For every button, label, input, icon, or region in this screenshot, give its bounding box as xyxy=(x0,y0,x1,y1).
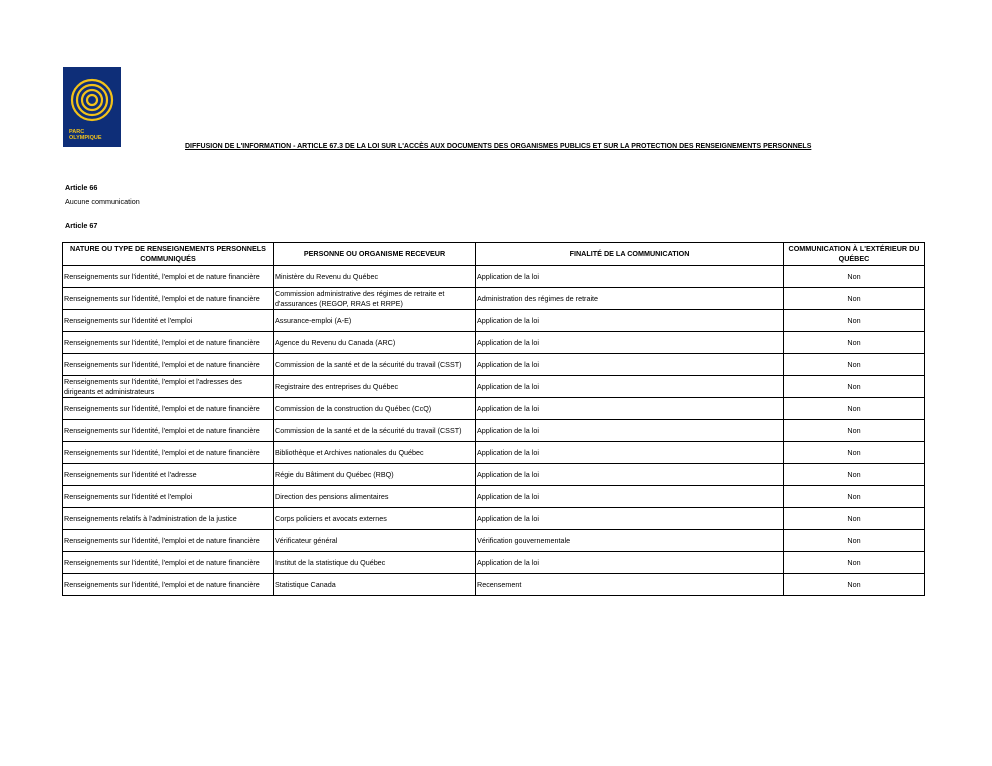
cell-outside-quebec: Non xyxy=(784,442,925,464)
cell-receiver: Vérificateur général xyxy=(274,530,476,552)
cell-receiver: Statistique Canada xyxy=(274,574,476,596)
communications-table xyxy=(62,242,925,596)
cell-nature: Renseignements sur l'identité, l'emploi et de nature financière xyxy=(63,354,274,376)
header-receiver: PERSONNE OU ORGANISME RECEVEUR xyxy=(274,243,476,266)
cell-receiver: Commission administrative des régimes de retraite et d'assurances (REGOP, RRAS et RRPE) xyxy=(274,288,476,310)
cell-purpose: Application de la loi xyxy=(476,310,784,332)
cell-nature: Renseignements sur l'identité et l'adresse xyxy=(63,464,274,486)
cell-purpose: Recensement xyxy=(476,574,784,596)
cell-outside-quebec: Non xyxy=(784,354,925,376)
cell-receiver: Régie du Bâtiment du Québec (RBQ) xyxy=(274,464,476,486)
cell-nature: Renseignements sur l'identité et l'emploi xyxy=(63,486,274,508)
cell-receiver: Registraire des entreprises du Québec xyxy=(274,376,476,398)
cell-outside-quebec: Non xyxy=(784,486,925,508)
cell-nature: Renseignements sur l'identité, l'emploi et de nature financière xyxy=(63,288,274,310)
article-66-text: Aucune communication xyxy=(65,197,140,206)
cell-receiver: Institut de la statistique du Québec xyxy=(274,552,476,574)
cell-nature: Renseignements sur l'identité, l'emploi et de nature financière xyxy=(63,398,274,420)
header-nature: NATURE OU TYPE DE RENSEIGNEMENTS PERSONNELS COMMUNIQUÉS xyxy=(63,243,274,266)
table-row xyxy=(63,464,925,486)
cell-purpose: Application de la loi xyxy=(476,486,784,508)
cell-purpose: Application de la loi xyxy=(476,354,784,376)
cell-nature: Renseignements sur l'identité, l'emploi et de nature financière xyxy=(63,442,274,464)
table-header-row xyxy=(63,243,925,266)
table-row xyxy=(63,442,925,464)
parc-olympique-logo xyxy=(63,67,121,147)
cell-outside-quebec: Non xyxy=(784,508,925,530)
cell-outside-quebec: Non xyxy=(784,574,925,596)
cell-receiver: Commission de la construction du Québec (CcQ) xyxy=(274,398,476,420)
table-row xyxy=(63,530,925,552)
cell-purpose: Application de la loi xyxy=(476,442,784,464)
table-row xyxy=(63,376,925,398)
table-row xyxy=(63,552,925,574)
cell-purpose: Application de la loi xyxy=(476,398,784,420)
cell-purpose: Application de la loi xyxy=(476,508,784,530)
cell-nature: Renseignements sur l'identité, l'emploi et de nature financière xyxy=(63,332,274,354)
table-row xyxy=(63,288,925,310)
cell-outside-quebec: Non xyxy=(784,464,925,486)
cell-outside-quebec: Non xyxy=(784,420,925,442)
document-title: DIFFUSION DE L'INFORMATION - ARTICLE 67.3 DE LA LOI SUR L'ACCÈS AUX DOCUMENTS DES ORGANISMES PUBLICS ET SUR LA PROTECTION DES RENSEIGNEMENTS PERSONNELS xyxy=(185,143,812,150)
table-row xyxy=(63,398,925,420)
table-body xyxy=(63,266,925,596)
table-row xyxy=(63,420,925,442)
cell-receiver: Commission de la santé et de la sécurité du travail (CSST) xyxy=(274,354,476,376)
header-outside-quebec: COMMUNICATION À L'EXTÉRIEUR DU QUÉBEC xyxy=(784,243,925,266)
cell-nature: Renseignements sur l'identité, l'emploi et de nature financière xyxy=(63,266,274,288)
article-66-heading: Article 66 xyxy=(65,183,98,192)
table-row xyxy=(63,486,925,508)
cell-nature: Renseignements sur l'identité, l'emploi et l'adresses des dirigeants et administrateurs xyxy=(63,376,274,398)
cell-outside-quebec: Non xyxy=(784,530,925,552)
table-row xyxy=(63,310,925,332)
cell-receiver: Direction des pensions alimentaires xyxy=(274,486,476,508)
table-row xyxy=(63,508,925,530)
header-purpose: FINALITÉ DE LA COMMUNICATION xyxy=(476,243,784,266)
cell-receiver: Commission de la santé et de la sécurité du travail (CSST) xyxy=(274,420,476,442)
cell-nature: Renseignements sur l'identité et l'emploi xyxy=(63,310,274,332)
cell-receiver: Bibliothèque et Archives nationales du Québec xyxy=(274,442,476,464)
cell-receiver: Assurance-emploi (A-E) xyxy=(274,310,476,332)
cell-purpose: Application de la loi xyxy=(476,420,784,442)
cell-outside-quebec: Non xyxy=(784,266,925,288)
logo-line-1: PARC xyxy=(69,129,85,135)
cell-purpose: Application de la loi xyxy=(476,376,784,398)
cell-outside-quebec: Non xyxy=(784,310,925,332)
cell-purpose: Administration des régimes de retraite xyxy=(476,288,784,310)
table-row xyxy=(63,354,925,376)
cell-purpose: Application de la loi xyxy=(476,266,784,288)
cell-outside-quebec: Non xyxy=(784,552,925,574)
cell-outside-quebec: Non xyxy=(784,398,925,420)
logo-line-2: OLYMPIQUE xyxy=(69,135,102,141)
cell-purpose: Application de la loi xyxy=(476,552,784,574)
cell-nature: Renseignements sur l'identité, l'emploi et de nature financière xyxy=(63,552,274,574)
cell-purpose: Application de la loi xyxy=(476,464,784,486)
article-67-heading: Article 67 xyxy=(65,221,98,230)
table-row xyxy=(63,332,925,354)
concentric-rings-icon xyxy=(63,67,121,127)
cell-purpose: Application de la loi xyxy=(476,332,784,354)
cell-nature: Renseignements relatifs à l'administration de la justice xyxy=(63,508,274,530)
cell-receiver: Corps policiers et avocats externes xyxy=(274,508,476,530)
cell-outside-quebec: Non xyxy=(784,376,925,398)
cell-nature: Renseignements sur l'identité, l'emploi et de nature financière xyxy=(63,420,274,442)
table-row xyxy=(63,266,925,288)
cell-outside-quebec: Non xyxy=(784,332,925,354)
cell-purpose: Vérification gouvernementale xyxy=(476,530,784,552)
cell-receiver: Ministère du Revenu du Québec xyxy=(274,266,476,288)
cell-receiver: Agence du Revenu du Canada (ARC) xyxy=(274,332,476,354)
cell-nature: Renseignements sur l'identité, l'emploi et de nature financière xyxy=(63,530,274,552)
logo-text xyxy=(69,129,102,141)
cell-nature: Renseignements sur l'identité, l'emploi et de nature financière xyxy=(63,574,274,596)
cell-outside-quebec: Non xyxy=(784,288,925,310)
table-row xyxy=(63,574,925,596)
